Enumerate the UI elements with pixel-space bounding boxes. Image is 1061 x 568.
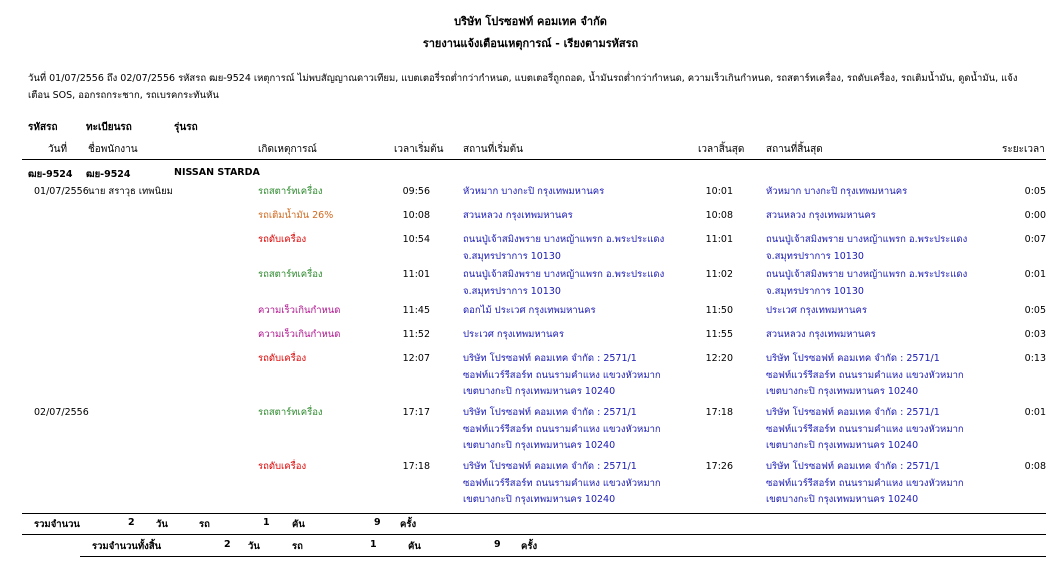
grand-total-times-unit: ครั้ง	[521, 541, 538, 552]
cell-start-time: 12:07	[402, 353, 430, 364]
cell-start-place: สวนหลวง กรุงเทพมหานคร	[463, 210, 573, 221]
grand-total-car-label: รถ	[292, 541, 303, 552]
header-driver: ชื่อพนักงาน	[88, 144, 138, 155]
cell-duration: 0:01	[1024, 269, 1046, 280]
cell-duration: 0:05	[1024, 305, 1046, 316]
cell-event: รถสตาร์ทเครื่อง	[258, 186, 323, 197]
cell-start-place: ประเวศ กรุงเทพมหานคร	[463, 329, 564, 340]
cell-start-place: บริษัท โปรซอฟท์ คอมเทค จำกัด : 2571/1 ซอฟท์แวร์รีสอร์ท ถนนรามคำแหง แขวงหัวหมาก เขตบางกะปิ กรุงเทพมหานคร 10240	[463, 353, 661, 397]
header-end-time: เวลาสิ้นสุด	[698, 144, 745, 155]
cell-start-place: บริษัท โปรซอฟท์ คอมเทค จำกัด : 2571/1 ซอฟท์แวร์รีสอร์ท ถนนรามคำแหง แขวงหัวหมาก เขตบางกะปิ กรุงเทพมหานคร 10240	[463, 407, 661, 451]
grand-total-days: 2	[224, 539, 231, 550]
grand-total-cars: 1	[370, 539, 377, 550]
grand-total-label: รวมจำนวนทั้งสิ้น	[92, 541, 162, 552]
summary-car-label: รถ	[199, 519, 210, 530]
header-date: วันที่	[48, 144, 68, 155]
cell-end-place: ประเวศ กรุงเทพมหานคร	[766, 305, 867, 316]
summary-times-unit: ครั้ง	[400, 519, 417, 530]
cell-event: รถเติมน้ำมัน 26%	[258, 210, 334, 221]
cell-end-time: 11:02	[705, 269, 733, 280]
grand-total-times: 9	[494, 539, 501, 550]
cell-start-place: บริษัท โปรซอฟท์ คอมเทค จำกัด : 2571/1 ซอฟท์แวร์รีสอร์ท ถนนรามคำแหง แขวงหัวหมาก เขตบางกะปิ กรุงเทพมหานคร 10240	[463, 461, 661, 505]
cell-duration: 0:03	[1024, 329, 1046, 340]
cell-duration: 0:13	[1024, 353, 1046, 364]
cell-start-time: 11:45	[402, 305, 430, 316]
header-model: รุ่นรถ	[174, 122, 198, 133]
vehicle-plate: ฒย-9524	[86, 169, 131, 180]
header-event: เกิดเหตุการณ์	[258, 144, 317, 155]
summary-days: 2	[128, 517, 135, 528]
summary-label: รวมจำนวน	[34, 519, 80, 530]
cell-event: รถสตาร์ทเครื่อง	[258, 407, 323, 418]
cell-date: 01/07/2556	[34, 186, 89, 197]
cell-end-place: บริษัท โปรซอฟท์ คอมเทค จำกัด : 2571/1 ซอฟท์แวร์รีสอร์ท ถนนรามคำแหง แขวงหัวหมาก เขตบางกะปิ กรุงเทพมหานคร 10240	[766, 461, 964, 505]
report-criteria: วันที่ 01/07/2556 ถึง 02/07/2556 รหัสรถ ฒย-9524 เหตุการณ์ ไม่พบสัญญาณดาวเทียม, แบตเตอรี่รถต่ำกว่ากำหนด, แบตเตอรี่ถูกถอด, น้ำมันรถต่ำกว่ากำหนด, ความเร็วเกินกำหนด, รถสตาร์ทเครื่อง, รถดับเครื่อง, รถเติมน้ำมัน, ดูดน้ำมัน, แจ้งเตือน SOS, ออกรถกระชาก, รถเบรคกระทันหัน	[28, 73, 1018, 101]
cell-event: รถดับเครื่อง	[258, 234, 307, 245]
cell-start-place: หัวหมาก บางกะปิ กรุงเทพมหานคร	[463, 186, 605, 197]
header-divider	[22, 159, 1046, 160]
cell-end-place: สวนหลวง กรุงเทพมหานคร	[766, 210, 876, 221]
company-name: บริษัท โปรซอฟท์ คอมเทค จำกัด	[454, 15, 607, 28]
cell-end-time: 10:08	[705, 210, 733, 221]
cell-event: รถดับเครื่อง	[258, 353, 307, 364]
summary-times: 9	[374, 517, 381, 528]
summary-divider-mid	[22, 534, 1046, 535]
cell-start-time: 10:54	[402, 234, 430, 245]
report-title: รายงานแจ้งเตือนเหตุการณ์ - เรียงตามรหัสรถ	[422, 37, 639, 50]
header-duration: ระยะเวลา	[1002, 144, 1045, 155]
cell-duration: 0:07	[1024, 234, 1046, 245]
cell-end-place: ถนนปู่เจ้าสมิงพราย บางหญ้าแพรก อ.พระประแดง จ.สมุทรปราการ 10130	[766, 269, 968, 297]
cell-end-place: หัวหมาก บางกะปิ กรุงเทพมหานคร	[766, 186, 908, 197]
cell-duration: 0:05	[1024, 186, 1046, 197]
header-start-time: เวลาเริ่มต้น	[394, 144, 444, 155]
header-car-code: รหัสรถ	[28, 122, 58, 133]
summary-cars: 1	[263, 517, 270, 528]
grand-total-days-unit: วัน	[248, 541, 260, 552]
cell-end-place: บริษัท โปรซอฟท์ คอมเทค จำกัด : 2571/1 ซอฟท์แวร์รีสอร์ท ถนนรามคำแหง แขวงหัวหมาก เขตบางกะปิ กรุงเทพมหานคร 10240	[766, 407, 964, 451]
cell-start-time: 11:52	[402, 329, 430, 340]
cell-start-time: 17:17	[402, 407, 430, 418]
cell-event: รถดับเครื่อง	[258, 461, 307, 472]
grand-total-divider	[80, 556, 1046, 557]
cell-start-place: ดอกไม้ ประเวศ กรุงเทพมหานคร	[463, 305, 596, 316]
summary-cars-unit: คัน	[292, 519, 305, 530]
cell-start-place: ถนนปู่เจ้าสมิงพราย บางหญ้าแพรก อ.พระประแดง จ.สมุทรปราการ 10130	[463, 269, 665, 297]
cell-start-place: ถนนปู่เจ้าสมิงพราย บางหญ้าแพรก อ.พระประแดง จ.สมุทรปราการ 10130	[463, 234, 665, 262]
cell-duration: 0:01	[1024, 407, 1046, 418]
cell-duration: 0:08	[1024, 461, 1046, 472]
cell-start-time: 11:01	[402, 269, 430, 280]
header-plate: ทะเบียนรถ	[86, 122, 132, 133]
cell-end-place: ถนนปู่เจ้าสมิงพราย บางหญ้าแพรก อ.พระประแดง จ.สมุทรปราการ 10130	[766, 234, 968, 262]
cell-end-time: 11:01	[705, 234, 733, 245]
vehicle-code: ฒย-9524	[28, 169, 73, 180]
cell-end-time: 11:55	[705, 329, 733, 340]
vehicle-model: NISSAN STARDA	[174, 167, 260, 178]
cell-event: รถสตาร์ทเครื่อง	[258, 269, 323, 280]
cell-end-place: สวนหลวง กรุงเทพมหานคร	[766, 329, 876, 340]
grand-total-cars-unit: คัน	[408, 541, 421, 552]
cell-end-time: 17:18	[705, 407, 733, 418]
cell-end-place: บริษัท โปรซอฟท์ คอมเทค จำกัด : 2571/1 ซอฟท์แวร์รีสอร์ท ถนนรามคำแหง แขวงหัวหมาก เขตบางกะปิ กรุงเทพมหานคร 10240	[766, 353, 964, 397]
cell-start-time: 17:18	[402, 461, 430, 472]
cell-event: ความเร็วเกินกำหนด	[258, 329, 341, 340]
header-start-place: สถานที่เริ่มต้น	[463, 144, 523, 155]
header-end-place: สถานที่สิ้นสุด	[766, 144, 823, 155]
cell-duration: 0:00	[1024, 210, 1046, 221]
summary-days-unit: วัน	[156, 519, 168, 530]
cell-event: ความเร็วเกินกำหนด	[258, 305, 341, 316]
cell-date: 02/07/2556	[34, 407, 89, 418]
cell-start-time: 10:08	[402, 210, 430, 221]
cell-end-time: 10:01	[705, 186, 733, 197]
summary-divider-top	[22, 513, 1046, 514]
cell-start-time: 09:56	[402, 186, 430, 197]
cell-end-time: 11:50	[705, 305, 733, 316]
cell-driver: นาย สราวุธ เทพนิยม	[88, 186, 173, 197]
cell-end-time: 17:26	[705, 461, 733, 472]
cell-end-time: 12:20	[705, 353, 733, 364]
